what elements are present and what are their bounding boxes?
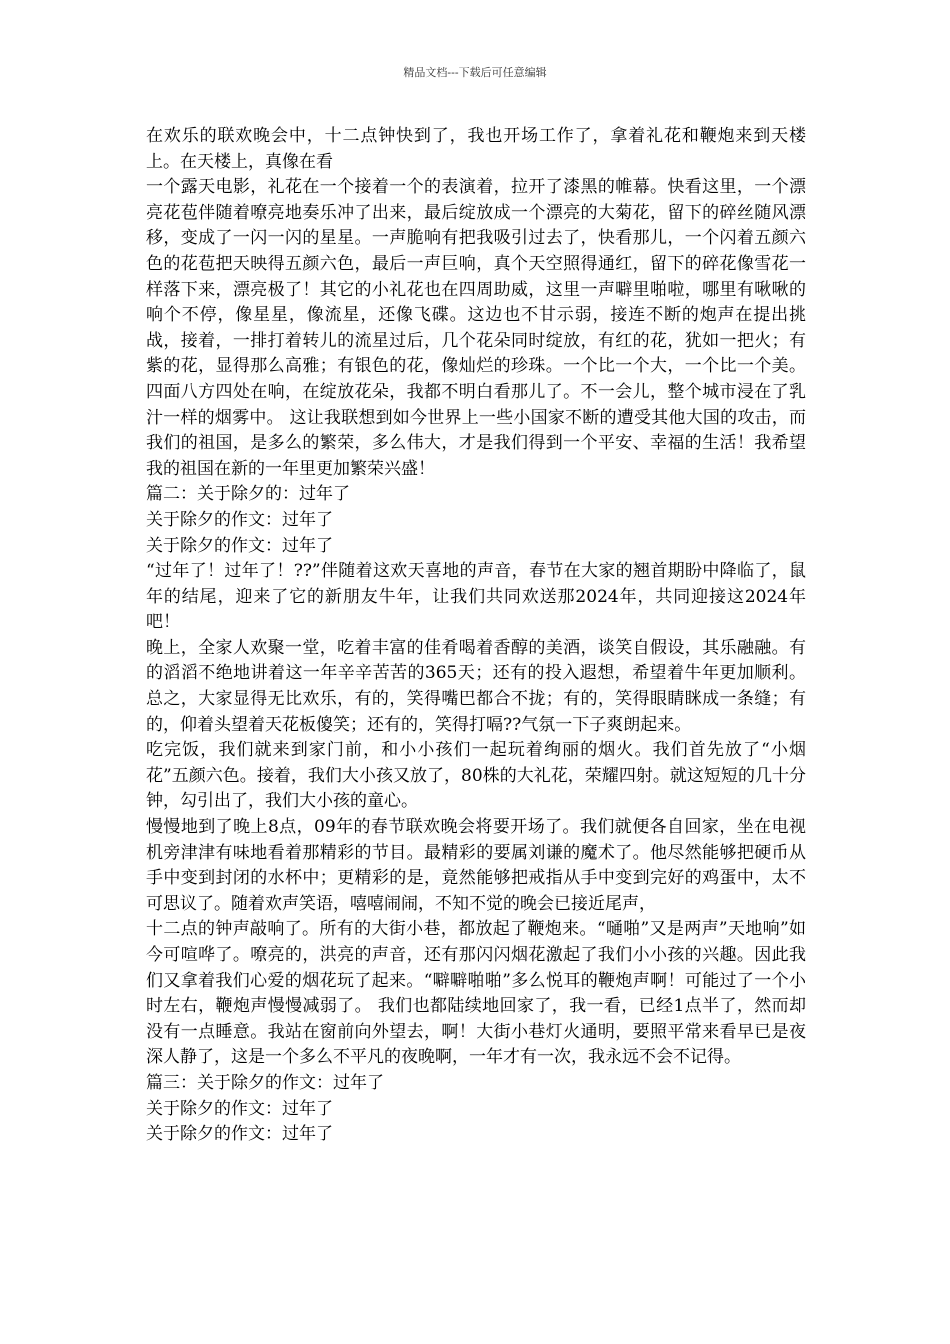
paragraph-intro-1: 在欢乐的联欢晚会中，十二点钟快到了，我也开场工作了，拿着礼花和鞭炮来到天楼上。在天楼上，真像在看 <box>146 126 806 172</box>
section-heading-3: 篇三：关于除夕的作文：过年了 <box>146 1072 384 1093</box>
section-subtitle: 关于除夕的作文：过年了 <box>146 1124 333 1145</box>
section-subtitle: 关于除夕的作文：过年了 <box>146 509 333 530</box>
page-header: 精品文档---下载后可任意编辑 <box>403 66 547 79</box>
section-heading-2: 篇二：关于除夕的：过年了 <box>146 484 350 505</box>
paragraph-body: 晚上，全家人欢聚一堂，吃着丰富的佳肴喝着香醇的美酒，谈笑自假设，其乐融融。有的滔滔不绝地讲着这一年辛辛苦苦的365天；还有的投入遐想，希望着牛年更加顺利。总之，大家显得无比欢乐，有的，笑得嘴巴都合不拢；有的，笑得眼睛眯成一条缝；有的，仰着头望着天花板傻笑；还有的，笑得打嗝??气氛一下子爽朗起来。 <box>146 637 806 735</box>
section-subtitle: 关于除夕的作文：过年了 <box>146 535 333 556</box>
paragraph-body: 十二点的钟声敲响了。所有的大街小巷，都放起了鞭炮来。“嗵啪”又是两声”天地响”如今可喧哗了。嘹亮的，洪亮的声音，还有那闪闪烟花激起了我们小小孩的兴趣。因此我们又拿着我们心爱的烟花玩了起来。“噼噼啪啪”多么悦耳的鞭炮声啊！可能过了一个小时左右，鞭炮声慢慢减弱了。 我们也都陆续地回家了，我一看，已经1点半了，然而却没有一点睡意。我站在窗前向外望去，啊！大街小巷灯火通明，要照平常来看早已是夜深人静了，这是一个多么不平凡的夜晚啊，一年才有一次，我永远不会不记得。 <box>146 919 806 1068</box>
section-subtitle: 关于除夕的作文：过年了 <box>146 1098 333 1119</box>
paragraph-intro-2: 一个露天电影，礼花在一个接着一个的表演着，拉开了漆黑的帷幕。快看这里，一个漂亮花苞伴随着嘹亮地奏乐冲了出来，最后绽放成一个漂亮的大菊花，留下的碎丝随风漂移，变成了一闪一闪的星星。一声脆响有把我吸引过去了，快看那儿，一个闪着五颜六色的花苞把天映得五颜六色，最后一声巨响，真个天空照得通红，留下的碎花像雪花一样落下来，漂亮极了！其它的小礼花也在四周助威，这里一声噼里啪啦，哪里有啾啾的响个不停，像星星，像流星，还像飞碟。这边也不甘示弱，接连不断的炮声在提出挑战，接着，一排打着转儿的流星过后，几个花朵同时绽放，有红的花，犹如一把火；有紫的花，显得那么高雅；有银色的花，像灿烂的珍珠。一个比一个大，一个比一个美。四面八方四处在响，在绽放花朵，我都不明白看那儿了。不一会儿，整个城市浸在了乳汁一样的烟雾中。 这让我联想到如今世界上一些小国家不断的遭受其他大国的攻击，而我们的祖国，是多么的繁荣，多么伟大，才是我们得到一个平安、幸福的生活！我希望我的祖国在新的一年里更加繁荣兴盛！ <box>146 177 806 479</box>
paragraph-body: “过年了！过年了！??”伴随着这欢天喜地的声音，春节在大家的翘首期盼中降临了，鼠年的结尾，迎来了它的新朋友牛年，让我们共同欢送那2024年，共同迎接这2024年吧！ <box>146 561 806 633</box>
document-body <box>146 124 806 1148</box>
paragraph-body: 吃完饭，我们就来到家门前，和小小孩们一起玩着绚丽的烟火。我们首先放了“小烟花”五颜六色。接着，我们大小孩又放了，80株的大礼花，荣耀四射。就这短短的几十分钟，勾引出了，我们大小孩的童心。 <box>146 740 806 812</box>
paragraph-body: 慢慢地到了晚上8点，09年的春节联欢晚会将要开场了。我们就便各自回家，坐在电视机旁津津有味地看着那精彩的节目。最精彩的要属刘谦的魔术了。他尽然能够把硬币从手中变到封闭的水杯中；更精彩的是，竟然能够把戒指从手中变到完好的鸡蛋中，太不可思议了。随着欢声笑语，嘻嘻闹闹，不知不觉的晚会已接近尾声， <box>146 817 806 914</box>
